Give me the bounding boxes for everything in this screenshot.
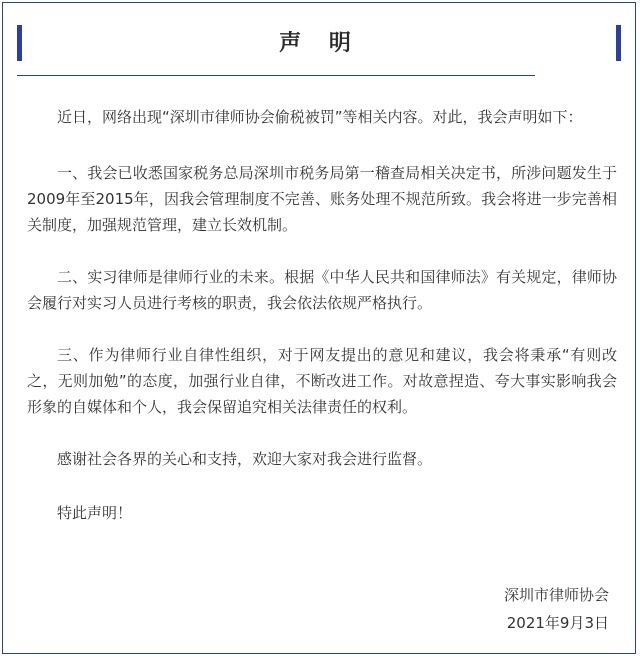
- paragraph-point-2: 二、实习律师是律师行业的未来。根据《中华人民共和国律师法》有关规定，律师协会履行对实习人员进行考核的职责，我会依法依规严格执行。: [27, 268, 617, 312]
- paragraph-closing: 特此声明！: [57, 504, 133, 522]
- paragraph-point-3: 三、作为律师行业自律性组织，对于网友提出的意见和建议，我会将秉承“有则改之，无则加勉”的态度，加强行业自律，不断改进工作。对故意捏造、夸大事实影响我会形象的自媒体和个人，我会保留追究相关法律责任的权利。: [27, 346, 617, 416]
- paragraph-thanks: 感谢社会各界的关心和支持，欢迎大家对我会进行监督。: [57, 450, 433, 468]
- document-frame: [2, 2, 636, 654]
- signature-date: 2021年9月3日: [506, 614, 609, 632]
- signature-block: [504, 581, 609, 637]
- paragraph-point-1: 一、我会已收悉国家税务总局深圳市税务局第一稽查局相关决定书，所涉问题发生于2009年至2015年，因我会管理制度不完善、账务处理不规范所致。我会将进一步完善相关制度，加强规范管理，建立长效机制。: [27, 164, 617, 234]
- title-divider: [17, 75, 535, 76]
- signature-organization: 深圳市律师协会: [503, 586, 609, 604]
- paragraph-intro: 近日，网络出现“深圳市律师协会偷税被罚”等相关内容。对此，我会声明如下：: [57, 108, 583, 126]
- page-title: 声 明: [279, 31, 361, 56]
